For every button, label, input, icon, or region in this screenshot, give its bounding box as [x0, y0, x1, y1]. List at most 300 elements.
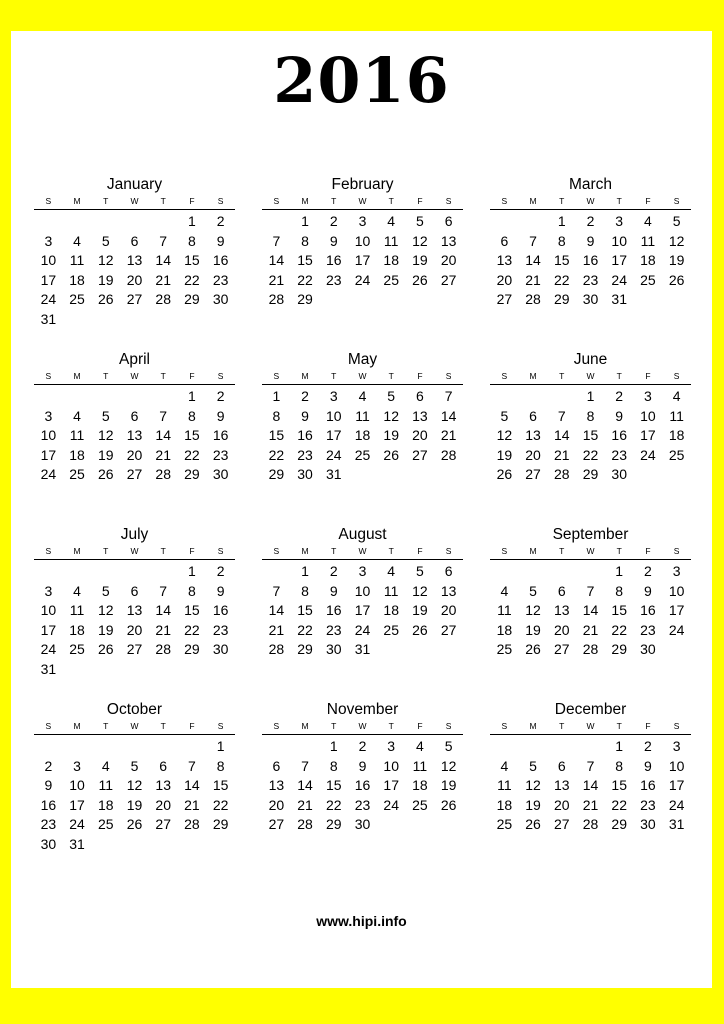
day-cell: 2: [301, 388, 309, 404]
day-cell: 22: [553, 271, 570, 288]
weekday-label: M: [529, 371, 537, 381]
day-cell: 3: [387, 738, 396, 754]
weekday-label: T: [331, 371, 337, 381]
day-cell: 22: [325, 796, 342, 813]
day-cell: 13: [440, 232, 457, 249]
day-cell: 15: [268, 427, 285, 444]
weekday-label: W: [130, 546, 139, 556]
day-cell: 27: [440, 621, 457, 638]
day-cell: 23: [640, 796, 656, 813]
month-july: [34, 526, 235, 680]
day-cell: 21: [297, 796, 313, 813]
weekday-label: F: [645, 546, 651, 556]
website-footer: www.hipi.info: [316, 913, 407, 929]
day-cell: 10: [69, 777, 85, 794]
day-cell: 31: [668, 816, 685, 833]
day-cell: 17: [40, 446, 57, 463]
day-cell: 18: [668, 427, 685, 444]
month-january: [34, 176, 235, 330]
day-cell: 5: [130, 757, 139, 774]
day-cell: 9: [358, 757, 367, 774]
day-cell: 23: [212, 446, 229, 463]
day-cell: 20: [126, 446, 143, 463]
day-cell: 23: [212, 271, 229, 288]
weekday-label: W: [586, 546, 595, 556]
days-grid: [490, 737, 691, 835]
day-cell: 9: [301, 407, 309, 424]
day-cell: 20: [525, 446, 541, 463]
day-cell: 10: [354, 582, 371, 599]
weekday-label: F: [189, 721, 195, 731]
weekday-label: T: [160, 371, 166, 381]
weekday-header: [34, 370, 235, 385]
day-cell: 21: [155, 446, 171, 463]
day-cell: 5: [529, 582, 537, 599]
days-grid: [490, 387, 691, 485]
day-cell: 26: [126, 816, 143, 833]
day-cell: 29: [212, 816, 229, 833]
day-cell: 18: [97, 796, 114, 813]
day-cell: 3: [615, 213, 624, 229]
day-cell: 15: [212, 777, 229, 794]
month-february: [262, 176, 463, 310]
day-cell: 28: [525, 291, 541, 308]
day-cell: 14: [440, 407, 457, 424]
day-cell: 7: [159, 407, 168, 424]
day-cell: 22: [297, 271, 313, 288]
days-grid: [262, 387, 463, 485]
days-grid: [262, 737, 463, 835]
weekday-label: T: [388, 196, 394, 206]
day-cell: 25: [354, 446, 371, 463]
day-cell: 16: [325, 252, 342, 269]
day-cell: 18: [383, 252, 399, 269]
day-cell: 20: [496, 271, 513, 288]
day-cell: 26: [383, 446, 399, 463]
days-grid: [34, 212, 235, 330]
day-cell: 16: [212, 427, 229, 444]
day-cell: 5: [387, 388, 396, 404]
day-cell: 9: [216, 582, 225, 599]
day-cell: 5: [101, 232, 110, 249]
day-cell: 14: [582, 602, 599, 619]
weekday-label: S: [45, 371, 52, 381]
weekday-label: W: [358, 196, 367, 206]
day-cell: 8: [557, 232, 566, 249]
day-cell: 23: [354, 796, 371, 813]
day-cell: 22: [184, 446, 200, 463]
day-cell: 31: [40, 660, 57, 677]
day-cell: 3: [358, 563, 367, 579]
day-cell: 30: [582, 291, 599, 308]
weekday-label: T: [103, 546, 109, 556]
weekday-label: W: [358, 371, 367, 381]
day-cell: 13: [126, 252, 143, 269]
day-cell: 19: [496, 446, 513, 463]
day-cell: 2: [329, 213, 338, 229]
day-cell: 27: [155, 816, 171, 833]
day-cell: 22: [184, 621, 200, 638]
day-cell: 11: [355, 407, 370, 424]
day-cell: 8: [188, 582, 196, 599]
day-cell: 16: [297, 427, 313, 444]
day-cell: 28: [155, 291, 171, 308]
day-cell: 19: [525, 621, 541, 638]
weekday-header: [262, 195, 463, 210]
day-cell: 15: [184, 602, 200, 619]
weekday-label: F: [645, 371, 651, 381]
day-cell: 14: [582, 777, 599, 794]
day-cell: 23: [212, 621, 229, 638]
day-cell: 8: [188, 407, 196, 424]
day-cell: 6: [130, 407, 139, 424]
day-cell: 11: [69, 252, 85, 269]
month-name: March: [568, 176, 613, 193]
day-cell: 1: [615, 563, 624, 579]
day-cell: 17: [383, 777, 399, 794]
day-cell: 16: [212, 602, 229, 619]
weekday-label: S: [445, 371, 452, 381]
day-cell: 11: [383, 582, 399, 599]
weekday-label: T: [331, 546, 337, 556]
day-cell: 12: [97, 427, 114, 444]
day-cell: 27: [268, 816, 285, 833]
day-cell: 28: [268, 641, 285, 658]
day-cell: 16: [611, 427, 627, 444]
day-cell: 27: [525, 466, 541, 483]
day-cell: 31: [325, 466, 342, 483]
day-cell: 26: [97, 291, 114, 308]
day-cell: 27: [553, 641, 570, 658]
days-grid: [262, 212, 463, 310]
weekday-label: S: [273, 721, 280, 731]
day-cell: 25: [496, 816, 513, 833]
weekday-label: S: [501, 546, 508, 556]
day-cell: 10: [383, 757, 399, 774]
day-cell: 10: [354, 232, 371, 249]
day-cell: 21: [268, 621, 285, 638]
day-cell: 21: [268, 271, 285, 288]
weekday-label: M: [73, 721, 81, 731]
day-cell: 10: [325, 407, 342, 424]
day-cell: 26: [496, 466, 513, 483]
day-cell: 15: [553, 252, 570, 269]
month-march: [490, 176, 691, 310]
day-cell: 22: [297, 621, 313, 638]
weekday-label: W: [586, 371, 595, 381]
day-cell: 15: [184, 427, 200, 444]
weekday-label: F: [645, 196, 651, 206]
weekday-label: W: [358, 721, 367, 731]
day-cell: 3: [73, 757, 81, 774]
day-cell: 7: [529, 232, 537, 249]
day-cell: 1: [557, 213, 566, 229]
weekday-label: S: [273, 196, 280, 206]
day-cell: 23: [325, 621, 342, 638]
day-cell: 23: [640, 621, 656, 638]
day-cell: 26: [525, 816, 541, 833]
day-cell: 24: [640, 446, 656, 463]
day-cell: 19: [97, 621, 114, 638]
day-cell: 25: [383, 271, 399, 288]
day-cell: 1: [188, 213, 196, 229]
weekday-label: F: [189, 546, 195, 556]
day-cell: 24: [69, 816, 85, 833]
day-cell: 2: [586, 213, 595, 229]
day-cell: 25: [69, 466, 85, 483]
day-cell: 6: [444, 563, 453, 579]
day-cell: 4: [672, 388, 681, 404]
day-cell: 8: [188, 232, 196, 249]
day-cell: 20: [440, 252, 457, 269]
month-name: January: [106, 176, 163, 193]
weekday-label: T: [331, 196, 337, 206]
day-cell: 5: [444, 738, 453, 754]
day-cell: 12: [668, 232, 685, 249]
day-cell: 29: [184, 466, 200, 483]
weekday-label: S: [45, 196, 52, 206]
day-cell: 17: [69, 796, 85, 813]
day-cell: 30: [325, 641, 342, 658]
day-cell: 3: [44, 407, 53, 424]
day-cell: 20: [268, 796, 285, 813]
day-cell: 8: [615, 757, 624, 774]
weekday-label: M: [73, 546, 81, 556]
day-cell: 5: [101, 582, 110, 599]
month-august: [262, 526, 463, 660]
day-cell: 19: [126, 796, 143, 813]
weekday-header: [490, 720, 691, 735]
weekday-label: S: [45, 546, 52, 556]
day-cell: 20: [126, 271, 143, 288]
day-cell: 30: [297, 466, 313, 483]
weekday-label: W: [130, 196, 139, 206]
day-cell: 28: [582, 816, 599, 833]
day-cell: 6: [272, 757, 281, 774]
day-cell: 8: [301, 582, 309, 599]
day-cell: 12: [525, 602, 541, 619]
day-cell: 23: [582, 271, 599, 288]
day-cell: 19: [668, 252, 685, 269]
day-cell: 30: [40, 835, 57, 852]
day-cell: 15: [611, 777, 627, 794]
day-cell: 7: [586, 757, 595, 774]
weekday-label: W: [130, 721, 139, 731]
day-cell: 30: [640, 641, 656, 658]
weekday-label: S: [217, 546, 224, 556]
weekday-label: F: [417, 721, 423, 731]
weekday-label: T: [559, 371, 565, 381]
day-cell: 26: [525, 641, 541, 658]
day-cell: 18: [69, 621, 85, 638]
day-cell: 6: [130, 232, 139, 249]
day-cell: 6: [416, 388, 424, 404]
weekday-label: W: [586, 196, 595, 206]
day-cell: 29: [184, 291, 200, 308]
weekday-label: T: [559, 721, 565, 731]
day-cell: 7: [557, 407, 566, 424]
day-cell: 17: [40, 621, 57, 638]
day-cell: 2: [44, 757, 53, 774]
day-cell: 4: [358, 388, 367, 404]
weekday-label: M: [301, 546, 309, 556]
day-cell: 1: [272, 388, 281, 404]
day-cell: 20: [553, 796, 570, 813]
day-cell: 29: [553, 291, 570, 308]
weekday-label: T: [160, 546, 166, 556]
day-cell: 11: [98, 777, 114, 794]
day-cell: 7: [444, 388, 453, 404]
day-cell: 21: [155, 271, 171, 288]
day-cell: 31: [611, 291, 627, 308]
day-cell: 4: [73, 582, 81, 599]
day-cell: 30: [640, 816, 656, 833]
day-cell: 2: [358, 738, 367, 754]
day-cell: 28: [297, 816, 313, 833]
day-cell: 1: [301, 563, 309, 579]
day-cell: 24: [383, 796, 399, 813]
weekday-label: T: [559, 546, 565, 556]
day-cell: 27: [496, 291, 513, 308]
day-cell: 17: [668, 777, 685, 794]
day-cell: 16: [640, 602, 656, 619]
day-cell: 27: [126, 291, 143, 308]
day-cell: 24: [354, 271, 371, 288]
day-cell: 5: [529, 757, 537, 774]
day-cell: 1: [188, 563, 196, 579]
weekday-label: S: [217, 371, 224, 381]
day-cell: 29: [611, 641, 627, 658]
weekday-label: M: [529, 196, 537, 206]
day-cell: 4: [387, 563, 396, 579]
day-cell: 26: [440, 796, 457, 813]
day-cell: 2: [644, 738, 652, 754]
day-cell: 4: [500, 582, 509, 599]
weekday-label: T: [103, 721, 109, 731]
calendar-page: [11, 31, 712, 988]
day-cell: 7: [159, 582, 168, 599]
day-cell: 3: [672, 738, 681, 754]
month-june: [490, 351, 691, 485]
day-cell: 19: [97, 446, 114, 463]
day-cell: 20: [126, 621, 143, 638]
weekday-label: W: [586, 721, 595, 731]
day-cell: 5: [416, 563, 424, 579]
day-cell: 15: [611, 602, 627, 619]
weekday-label: M: [73, 371, 81, 381]
day-cell: 12: [97, 602, 114, 619]
day-cell: 11: [412, 757, 428, 774]
day-cell: 14: [553, 427, 570, 444]
day-cell: 25: [383, 621, 399, 638]
day-cell: 14: [155, 602, 171, 619]
days-grid: [490, 212, 691, 310]
day-cell: 14: [268, 602, 285, 619]
day-cell: 13: [155, 777, 171, 794]
day-cell: 22: [611, 796, 627, 813]
day-cell: 17: [40, 271, 57, 288]
day-cell: 13: [126, 427, 143, 444]
day-cell: 16: [582, 252, 599, 269]
day-cell: 19: [97, 271, 114, 288]
day-cell: 28: [155, 466, 171, 483]
day-cell: 14: [155, 427, 171, 444]
weekday-label: T: [388, 371, 394, 381]
month-december: [490, 701, 691, 835]
day-cell: 19: [525, 796, 541, 813]
day-cell: 30: [354, 816, 371, 833]
day-cell: 23: [325, 271, 342, 288]
days-grid: [490, 562, 691, 660]
day-cell: 9: [329, 582, 338, 599]
year-title: 2016: [273, 44, 450, 117]
day-cell: 29: [582, 466, 599, 483]
day-cell: 9: [644, 757, 652, 774]
day-cell: 10: [611, 232, 627, 249]
day-cell: 4: [416, 738, 424, 754]
day-cell: 6: [529, 407, 537, 424]
day-cell: 22: [611, 621, 627, 638]
day-cell: 3: [329, 388, 338, 404]
day-cell: 5: [416, 213, 424, 229]
day-cell: 1: [216, 738, 225, 754]
day-cell: 28: [582, 641, 599, 658]
month-name: November: [326, 701, 399, 718]
day-cell: 26: [668, 271, 685, 288]
day-cell: 25: [640, 271, 656, 288]
day-cell: 1: [586, 388, 595, 404]
month-name: June: [573, 351, 608, 368]
day-cell: 21: [582, 621, 599, 638]
day-cell: 16: [40, 796, 57, 813]
day-cell: 9: [216, 407, 225, 424]
day-cell: 7: [272, 232, 281, 249]
day-cell: 13: [440, 582, 457, 599]
day-cell: 3: [358, 213, 367, 229]
day-cell: 21: [553, 446, 570, 463]
weekday-header: [34, 545, 235, 560]
day-cell: 21: [582, 796, 599, 813]
day-cell: 15: [297, 252, 313, 269]
weekday-header: [34, 195, 235, 210]
day-cell: 9: [586, 232, 595, 249]
month-april: [34, 351, 235, 485]
day-cell: 15: [184, 252, 200, 269]
day-cell: 20: [412, 427, 428, 444]
day-cell: 10: [668, 757, 685, 774]
weekday-label: F: [417, 546, 423, 556]
weekday-label: S: [273, 546, 280, 556]
day-cell: 10: [668, 582, 685, 599]
day-cell: 2: [216, 388, 225, 404]
day-cell: 7: [272, 582, 281, 599]
weekday-label: F: [417, 371, 423, 381]
weekday-header: [34, 720, 235, 735]
day-cell: 19: [412, 252, 428, 269]
day-cell: 10: [640, 407, 656, 424]
weekday-label: T: [160, 196, 166, 206]
day-cell: 24: [611, 271, 627, 288]
day-cell: 15: [297, 602, 313, 619]
day-cell: 18: [69, 271, 85, 288]
day-cell: 14: [525, 252, 541, 269]
days-grid: [262, 562, 463, 660]
month-name: May: [347, 351, 378, 368]
weekday-header: [490, 195, 691, 210]
day-cell: 21: [440, 427, 457, 444]
day-cell: 1: [301, 213, 309, 229]
day-cell: 9: [44, 777, 53, 794]
